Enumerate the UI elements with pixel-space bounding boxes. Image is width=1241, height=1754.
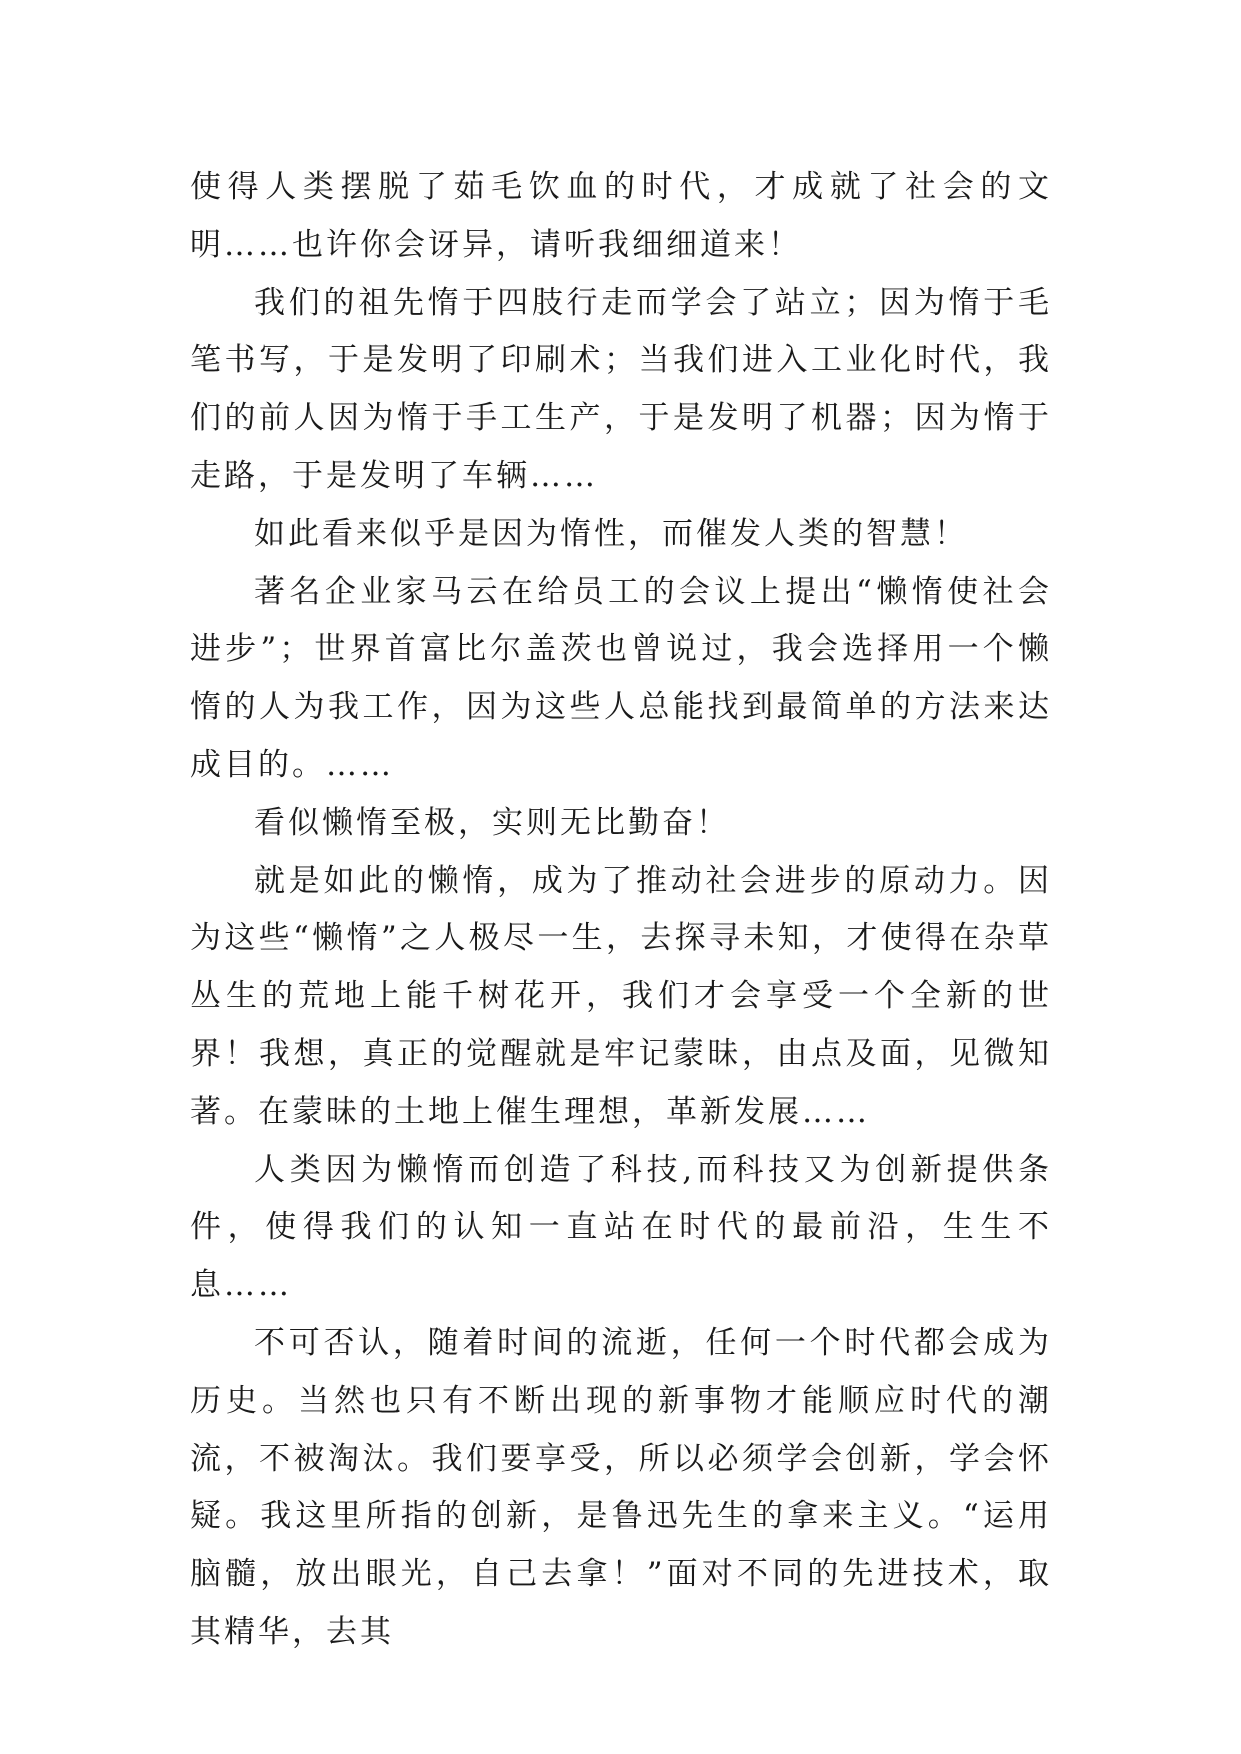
paragraph-8: 不可否认，随着时间的流逝，任何一个时代都会成为历史。当然也只有不断出现的新事物才能顺应时代的潮流，不被淘汰。我们要享受，所以必须学会创新，学会怀疑。我这里所指的创新，是鲁迅先生的拿来主义。“运用脑髓，放出眼光，自己去拿！”面对不同的先进技术，取其精华，去其 <box>190 1324 1052 1650</box>
paragraph-6: 就是如此的懒惰，成为了推动社会进步的原动力。因为这些“懒惰”之人极尽一生，去探寻未知，才使得在杂草丛生的荒地上能千树花开，我们才会享受一个全新的世界！我想，真正的觉醒就是牢记蒙昧，由点及面，见微知著。在蒙昧的土地上催生理想，革新发展…… <box>190 862 1052 1130</box>
paragraph-3: 如此看来似乎是因为惰性，而催发人类的智慧！ <box>254 515 968 552</box>
paragraph-7: 人类因为懒惰而创造了科技,而科技又为创新提供条件，使得我们的认知一直站在时代的最前沿，生生不息…… <box>190 1151 1052 1304</box>
paragraph-2: 我们的祖先惰于四肢行走而学会了站立；因为惰于毛笔书写，于是发明了印刷术；当我们进入工业化时代，我们的前人因为惰于手工生产，于是发明了机器；因为惰于走路，于是发明了车辆…… <box>190 284 1052 494</box>
document-body <box>190 159 1052 1662</box>
paragraph-1: 使得人类摆脱了茹毛饮血的时代，才成就了社会的文明……也许你会讶异，请听我细细道来！ <box>190 169 1052 263</box>
paragraph-5: 看似懒惰至极，实则无比勤奋！ <box>254 804 730 841</box>
paragraph-4: 著名企业家马云在给员工的会议上提出“懒惰使社会进步”；世界首富比尔盖茨也曾说过，我会选择用一个懒惰的人为我工作，因为这些人总能找到最简单的方法来达成目的。…… <box>190 573 1052 783</box>
